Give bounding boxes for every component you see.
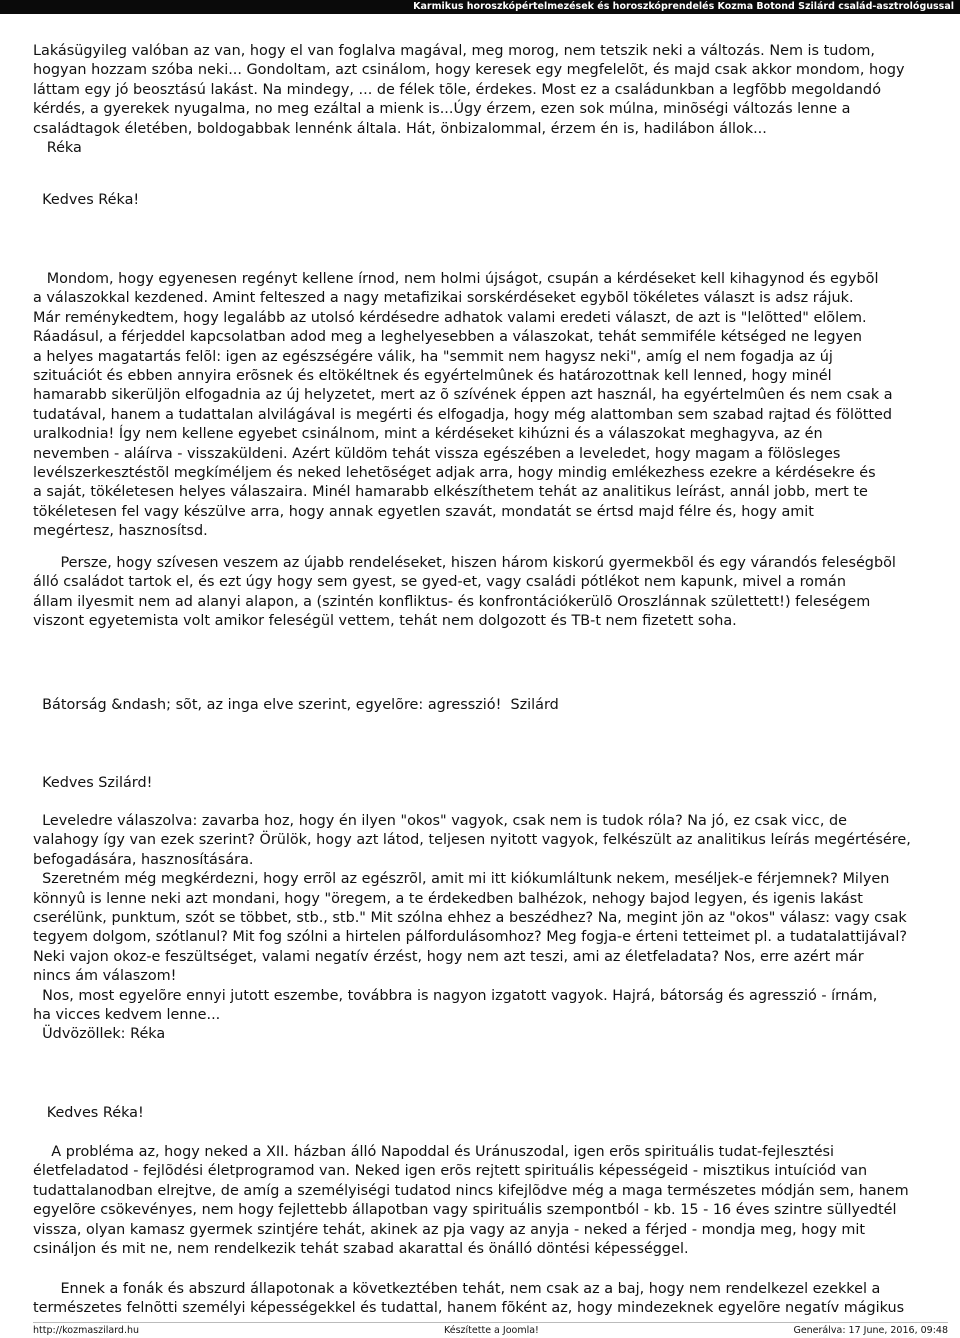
text-line: Nos, most egyelõre ennyi jutott eszembe, továbbra is nagyon izgatott vagyok. Hajrá, bátorság és agresszió - írnám,	[33, 987, 878, 1004]
text-line: csináljon és mit ne, nem rendelkezik tehát szabad akarattal és önálló döntési képességgel.	[33, 1241, 689, 1258]
text-line: a saját, tökéletesen helyes válaszaira. Minél hamarabb elkészíthetem tehát az analitikus leírást, annál jobb, mert te	[33, 484, 868, 501]
text-line: a válaszokkal kezdened. Amint felteszed a nagy metafizikai sorskérdéseket egybõl tökéletes választ is adsz rájuk.	[33, 290, 854, 307]
footer-divider	[33, 1322, 948, 1323]
salutation-line: Kedves Réka!	[33, 1105, 144, 1121]
footer-credit: Készítette a Joomla!	[444, 1325, 539, 1336]
signature-line: Réka	[33, 140, 82, 157]
text-line: befogadására, hasznosítására.	[33, 851, 254, 868]
salutation	[33, 191, 938, 210]
salutation-line: Kedves Réka!	[33, 192, 140, 208]
text-line: Ráadásul, a férjeddel kapcsolatban adod meg a leghelyesebben a válaszokat, tehát semmiféle kétséged ne legyen	[33, 329, 862, 346]
text-line: Szeretném még megkérdezni, hogy errõl az egészrõl, amit mi itt kiókumláltunk nekem, meséljek-e férjemnek? Milyen	[33, 871, 890, 888]
text-line: Leveledre válaszolva: zavarba hoz, hogy én ilyen "okos" vagyok, csak nem is tudok róla? Na jó, ez csak vicc, de	[33, 813, 847, 829]
text-line: tegyem dolgom, szótlanul? Mit fog szólni a hirtelen pálfordulásomhoz? Meg fogja-e érteni tetteimet pl. a tudatalattijával?	[33, 929, 908, 946]
text-line: cserélünk, punktum, szót se többet, stb., stb." Mit szólna ehhez a beszédhez? Na, megint jön az "okos" válasz: vagy csak	[33, 910, 907, 927]
text-line: Neki vajon okoz-e feszültséget, valami negatív érzést, hogy nem azt teszi, ami az életfeladata? Nos, erre azért már	[33, 948, 864, 965]
text-line: szituációt és ebben annyira erõsnek és eltökéltnek és egyértelmûnek és határozottnak kell lenned, hogy minél	[33, 368, 832, 385]
footer-generated-date: Generálva: 17 June, 2016, 09:48	[793, 1325, 948, 1336]
text-line: hogyan hozzam szóba neki... Gondoltam, azt csinálom, hogy keresek egy megfelelõt, és majd csak akkor mondom, hogy	[33, 62, 905, 79]
paragraph-reply-4	[33, 1280, 938, 1319]
paragraph-reply-1	[33, 270, 938, 542]
text-line: viszont egyetemista volt amikor feleségül vettem, tehát nem dolgozott és TB-t nem fizetett soha.	[33, 613, 737, 630]
text-line: levélszerkesztéstõl megkíméljem és neked lehetõséget adjak arra, hogy mindig emlékezhess ezekre a kérdésekre és	[33, 465, 876, 482]
text-line: Ennek a fonák és abszurd állapotonak a következtében tehát, nem csak az a baj, hogy nem rendelkezel ezekkel a	[33, 1281, 881, 1297]
page-header-text: Karmikus horoszkópértelmezések és horoszkóprendelés Kozma Botond Szilárd család-asztrológussal	[413, 1, 954, 12]
text-line: megértesz, hasznosítsd.	[33, 523, 208, 540]
paragraph-reka-letter	[33, 42, 938, 158]
paragraph-reka-letter-2	[33, 812, 938, 1045]
text-line: Már reménykedtem, hogy legalább az utolsó kérdésedre adhatok valami eredeti választ, de azt is "lelõtted" elõlem.	[33, 309, 867, 326]
text-line: ha vicces kedvem lenne...	[33, 1007, 221, 1024]
text-line: Lakásügyileg valóban az van, hogy el van foglalva magával, meg morog, nem tetszik neki a változás. Nem is tudom,	[33, 43, 875, 59]
text-line: Mondom, hogy egyenesen regényt kellene írnod, nem holmi újságot, csupán a kérdéseket kell kihagynod és egybõl	[33, 271, 879, 287]
salutation	[33, 774, 938, 793]
salutation	[33, 1104, 938, 1123]
text-line: tudattalanodban elrejtve, de amíg a személyiségi tudatod nincs kifejlõdve még a maga természetes módján sem, hanem	[33, 1182, 909, 1199]
text-line: tudatával, hanem a tudattalan alvilágával is megérti és elfogadja, hogy még alattomban sem szabad rajtad és fölötted	[33, 406, 893, 423]
text-line: nincs ám válaszom!	[33, 968, 177, 985]
text-line: láttam egy jó beosztású lakást. Na mindegy, ... de félek tõle, érdekes. Most ez a családunkban a legfõbb megoldandó	[33, 81, 881, 98]
text-line: álló családot tartok el, és ezt úgy hogy sem gyest, se gyed-et, vagy családi pótlékot nem kapunk, mivel a román	[33, 574, 846, 591]
closing-line	[33, 696, 938, 715]
footer-site-link[interactable]: http://kozmaszilard.hu	[33, 1325, 140, 1336]
text-line: vissza, olyan kamasz gyermek szintjére tehát, akinek az pja vagy az anyja - neked a férjed - mondja meg, hogy mit	[33, 1221, 866, 1238]
salutation-line: Kedves Szilárd!	[33, 775, 153, 791]
paragraph-reply-3	[33, 1143, 938, 1259]
text-line: valahogy így van ezek szerint? Örülök, hogy azt látod, teljesen nyitott vagyok, felkészült az analitikus leírás megértésére,	[33, 832, 911, 849]
text-line: A probléma az, hogy neked a XII. házban álló Napoddal és Uránuszodal, igen erõs spirituális tudat-fejlesztési	[33, 1144, 835, 1160]
signature-line: Üdvözöllek: Réka	[33, 1026, 166, 1043]
text-line: állam ilyesmit nem ad alanyi alapon, a (szintén konfliktus- és konfrontációkerülõ Oroszlánnak születtett!) feleségem	[33, 593, 871, 610]
page-footer	[0, 1324, 960, 1338]
text-line: kérdés, a gyerekek nyugalma, no meg ezáltal a mienk is...Úgy érzem, ezen sok múlna, minõségi változás lenne a	[33, 101, 851, 118]
text-line: a helyes magatartás felõl: igen az egészségére válik, ha "semmit nem hagysz neki", amíg el nem fogadja az új	[33, 348, 833, 365]
text-line: tökéletesen fel vagy készülve arra, hogy annak egyetlen szavát, mondatát se értsd majd félre és, hogy amit	[33, 503, 814, 520]
paragraph-reply-2	[33, 554, 938, 632]
text-line: hamarabb sikerüljön elfogadnia az új helyzetet, mert az õ szívének éppen azt használ, ha egyértelmûen és nem csak a	[33, 387, 893, 404]
text-line: családtagok életében, boldogabbak lennénk általa. Hát, önbizalommal, érzem én is, hadilábon állok...	[33, 120, 767, 137]
text-line: nevemben - aláírva - visszaküldeni. Azért küldöm tehát vissza egészében a leveledet, hogy magam a fölösleges	[33, 445, 841, 462]
text-line: természetes felnõtti személyi képességekkel és tudattal, hanem fõként az, hogy mindezeknek egyelõre negatív mágikus	[33, 1300, 905, 1317]
text-line: egyelõre csökevényes, nem hogy fejlettebb állapotban vagy spirituális szempontból - kb. 15 - 16 éves szintre süllyedtél	[33, 1202, 897, 1219]
text-line: Persze, hogy szívesen veszem az újabb rendeléseket, hiszen három kiskorú gyermekbõl és egy várandós feleségbõl	[33, 555, 896, 571]
text-line: uralkodnia! Így nem kellene egyebet csinálnom, mint a kérdéseket kihúzni és a válaszokat meghagyva, az én	[33, 426, 823, 443]
closing-text: Bátorság &ndash; sõt, az inga elve szerint, egyelõre: agresszió! Szilárd	[33, 697, 559, 713]
text-line: könnyû is lenne neki azt mondani, hogy "öregem, a te érdekedben balhézok, nehogy bajod legyen, és igenis lakást	[33, 890, 863, 907]
text-line: életfeladatod - fejlõdési életprogramod van. Neked igen erõs rejtett spirituális képességeid - misztikus intuíciód van	[33, 1163, 868, 1180]
